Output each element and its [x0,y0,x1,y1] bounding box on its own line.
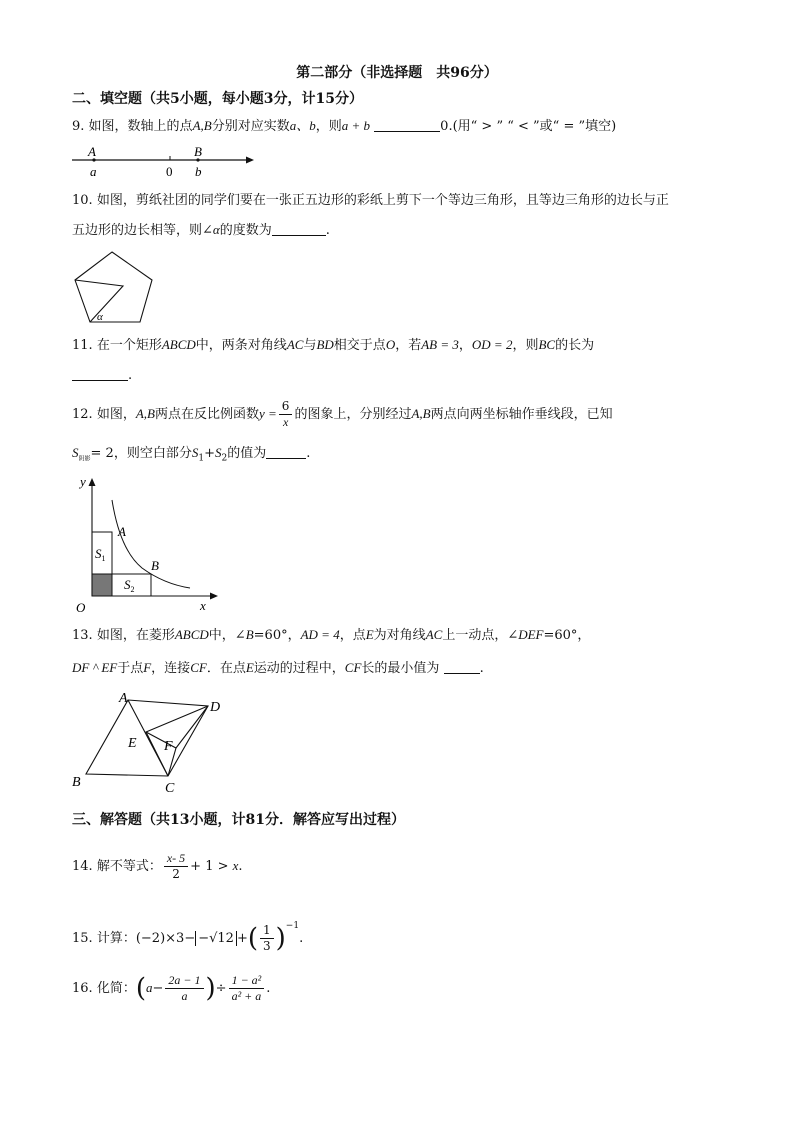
q13-text: 运动的过程中， [253,661,345,676]
q10-text: . [325,223,330,238]
q16-label: 化简： [96,981,136,996]
q13-fig-A: A [119,691,128,706]
q13-DEF: DEF [518,627,544,642]
question-11-line2 [72,366,132,385]
q12-fig-S1-sub: 1 [101,554,106,563]
question-10 [72,192,669,210]
q13-fig-F: F [164,739,173,754]
q12-S-shade-val: = 2 [90,446,114,461]
q12-text: 两点在反比例函数 [154,407,259,422]
q9-label-A: A [88,144,96,159]
q9-number: 9. [72,119,85,134]
answer-blank[interactable] [272,221,326,236]
q12-text: 两点向两坐标轴作垂线段，已知 [430,407,613,422]
q13-fig-E: E [128,736,137,751]
q16-f2-den: a² + a [231,989,262,1003]
q12-S1-sub: 1 [198,453,205,464]
q13-E: E [245,660,254,675]
svg-text:S2 [124,577,135,594]
q15-abs [195,931,237,946]
section3-heading: 三、解答题（共13小题，计81分．解答应写出过程） [72,812,405,828]
q12-fraction [279,399,293,430]
q9-label-b: b [195,164,202,179]
q13-E: E [365,627,374,642]
answer-blank[interactable] [72,366,128,381]
q16-number: 16. [72,981,93,996]
question-10-line2 [72,221,330,240]
q15-abs-inner: −√12 [198,931,234,946]
q13-AC: AC [425,627,443,642]
q12-fig-S2-sub: 2 [130,585,135,594]
q13-text: 为对角线 [373,628,426,643]
q9-text: ，则 [315,119,342,134]
q11-BC: BC [538,337,556,352]
q13-text: ，连接 [151,661,191,676]
q12-fig-B: B [151,558,159,573]
q12-graph-figure [72,470,222,616]
q13-CF: CF [190,660,207,675]
q12-text: 的值为 [227,446,267,461]
q12-text: ，则空白部分 [113,446,192,461]
q11-text: 中，两条对角线 [195,338,287,353]
q12-S2: S [214,445,222,460]
q11-number: 11. [72,338,93,353]
q12-AB: A,B [411,406,431,421]
q12-S-shade: S [72,445,79,460]
q11-text: 的长为 [555,338,595,353]
q12-frac-num: 6 [279,399,293,415]
q14-frac-num: x- 5 [164,851,188,867]
q12-fig-O: O [76,600,86,615]
q13-text: . [479,661,484,676]
q16-f2-num: 1 − a² [229,973,265,989]
q11-AB: AB = 3 [421,337,459,352]
q10-fig-alpha: α [97,311,103,323]
q13-AD: AD = 4 [300,627,340,642]
q16-minus: − [152,981,164,996]
q12-S-shade-sub: 阴影 [78,455,91,463]
question-13-line2 [72,659,484,678]
q9-number-line [68,142,258,182]
q13-text: 长的最小值为 [361,661,440,676]
q16-f1-den: a [181,989,188,1003]
q9-text: 如图，数轴上的点 [88,119,193,134]
q12-plus: + [204,446,215,461]
question-15 [72,906,303,959]
svg-text:S1 [95,546,106,563]
answer-blank[interactable] [444,659,480,674]
q12-text: 的图象上，分别经过 [294,407,412,422]
q16-paren-left: ( [135,973,146,1004]
q15-frac-num: 1 [260,923,274,939]
q13-text: =60°， [253,628,301,643]
question-13 [72,626,590,645]
q15-label: 计算： [96,931,136,946]
question-16 [72,968,270,1009]
q9-text: 分别对应实数 [211,119,290,134]
answer-blank[interactable] [374,117,440,132]
q15-expr: (−2)×3− [135,931,196,946]
q13-text: 中，∠ [208,628,246,643]
q13-F: F [143,660,152,675]
q13-DF-EF: DF ^ EF [72,660,118,675]
part-title: 第二部分（非选择题 共96分） [296,65,498,81]
question-14 [72,848,243,885]
q15-frac-den: 3 [263,939,271,953]
q14-number: 14. [72,859,93,874]
q9-points: A,B [192,118,212,133]
q11-AC: AC [286,337,304,352]
q15-number: 15. [72,931,93,946]
q13-text: ，点 [339,628,366,643]
q13-rhombus-figure [68,686,238,798]
q16-fraction-1 [165,973,203,1004]
q12-fig-S1: S [95,546,102,561]
q12-number: 12. [72,407,93,422]
question-11 [72,336,594,355]
q16-a: a [146,980,153,995]
q11-text: ， [458,338,472,353]
q10-text: 如图，剪纸社团的同学们要在一张正五边形的彩纸上剪下一个等边三角形，且等边三角形的边长与正 [96,193,669,208]
q11-text: . [128,368,133,383]
q11-text: 在一个矩形 [96,338,162,353]
q16-paren-right: ) [205,973,216,1004]
q11-text: ，若 [395,338,422,353]
q13-ABCD: ABCD [174,627,209,642]
q15-paren-left: ( [247,923,258,954]
question-9 [72,117,616,136]
q14-rest: + 1 > [190,859,229,874]
q9-text: 0.(用“ > ” “ < ”或“ = ”填空) [440,119,617,134]
q10-number: 10. [72,193,93,208]
q15-paren-right: ) [275,923,286,954]
q13-fig-B: B [72,775,81,790]
q13-fig-C: C [165,781,175,796]
q12-S2-sub: 2 [221,453,228,464]
q12-frac-den: x [282,415,289,429]
q12-S1: S [191,445,199,460]
q13-text: 上一动点，∠ [442,628,519,643]
q14-x: x [232,858,239,873]
q12-text: . [306,446,311,461]
q13-text: 于点 [117,661,144,676]
q13-B: B [245,627,254,642]
q13-text: =60°， [543,628,591,643]
q14-fraction [164,851,188,882]
q13-text: 如图，在菱形 [96,628,175,643]
q15-fraction [260,923,274,954]
q10-pentagon-figure [70,246,170,330]
q11-O: O [385,337,396,352]
q11-text: 相交于点 [333,338,386,353]
q9-label-a: a [90,164,97,179]
answer-blank[interactable] [266,444,306,459]
q14-end: . [238,859,243,874]
q13-number: 13. [72,628,93,643]
q15-end: . [299,931,304,946]
q16-div: ÷ [215,981,227,996]
q11-ABCD: ABCD [161,337,196,352]
q10-text: 的度数为 [219,223,272,238]
q11-BD: BD [316,337,334,352]
q10-text: 五边形的边长相等，则∠ [72,223,213,238]
q12-fig-y: y [80,474,86,489]
q13-CF: CF [344,660,362,675]
q11-OD: OD = 2 [471,337,513,352]
q16-end: . [266,981,271,996]
q16-fraction-2 [229,973,265,1004]
q9-vars: a、b [289,118,316,133]
q12-fig-S2: S [124,577,131,592]
q11-text: 与 [303,338,317,353]
q9-expr: a + b [341,118,371,133]
q14-frac-den: 2 [172,867,180,881]
q12-fig-x: x [200,598,206,613]
q12-AB: A,B [135,406,155,421]
q10-alpha: α [212,222,220,237]
q13-text: ．在点 [206,661,246,676]
q9-label-B: B [194,144,202,159]
question-12 [72,398,613,431]
q15-exp: −1 [285,921,300,931]
q12-text: 如图， [96,407,136,422]
q9-label-zero: 0 [166,164,173,179]
q14-label: 解不等式： [96,859,162,874]
question-12-line2 [72,444,310,469]
section2-heading: 二、填空题（共5小题，每小题3分，计15分） [72,91,363,107]
q12-fig-A: A [118,524,126,539]
q15-plus: + [236,931,248,946]
q16-f1-num: 2a − 1 [165,973,203,989]
q13-fig-D: D [210,700,221,715]
q12-y-eq: y = [259,406,277,421]
q11-text: ，则 [512,338,539,353]
